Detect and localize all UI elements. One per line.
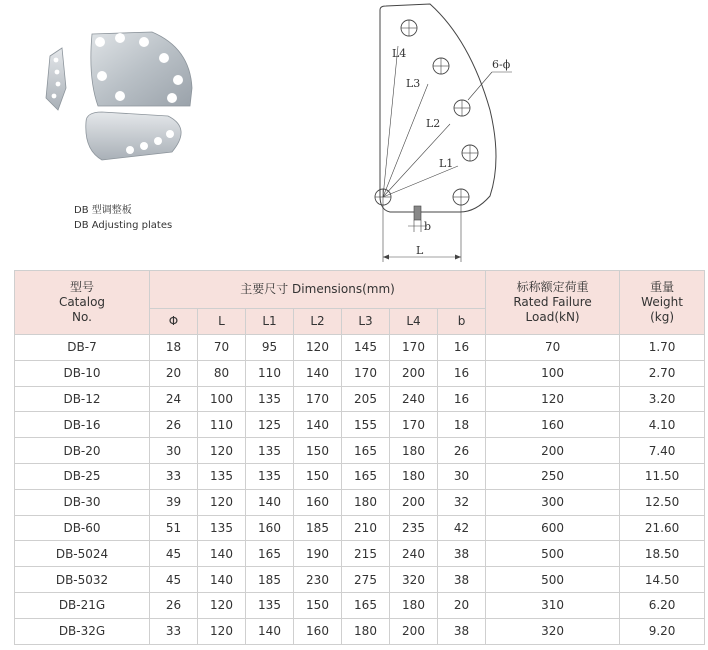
value-cell: 30 bbox=[150, 438, 198, 464]
value-cell: 135 bbox=[246, 438, 294, 464]
catalog-cell: DB-5024 bbox=[15, 541, 150, 567]
catalog-header: 型号 Catalog No. bbox=[15, 271, 150, 335]
value-cell: 135 bbox=[246, 463, 294, 489]
label-6-phi: 6-ϕ bbox=[492, 58, 511, 71]
value-cell: 38 bbox=[438, 567, 486, 593]
value-cell: 165 bbox=[342, 592, 390, 618]
value-cell: 20 bbox=[438, 592, 486, 618]
value-cell: 32 bbox=[438, 489, 486, 515]
value-cell: 170 bbox=[294, 386, 342, 412]
table-row bbox=[15, 412, 705, 438]
value-cell: 16 bbox=[438, 360, 486, 386]
table-row bbox=[15, 489, 705, 515]
value-cell: 500 bbox=[486, 567, 620, 593]
value-cell: 170 bbox=[390, 412, 438, 438]
value-cell: 16 bbox=[438, 386, 486, 412]
value-cell: 500 bbox=[486, 541, 620, 567]
value-cell: 150 bbox=[294, 592, 342, 618]
value-cell: 3.20 bbox=[620, 386, 705, 412]
caption-chinese: DB 型调整板 bbox=[74, 205, 132, 216]
value-cell: 95 bbox=[246, 335, 294, 361]
value-cell: 120 bbox=[486, 386, 620, 412]
value-cell: 180 bbox=[390, 463, 438, 489]
value-cell: 170 bbox=[342, 360, 390, 386]
value-cell: 140 bbox=[246, 489, 294, 515]
table-row bbox=[15, 592, 705, 618]
value-cell: 240 bbox=[390, 541, 438, 567]
value-cell: 145 bbox=[342, 335, 390, 361]
value-cell: 160 bbox=[294, 489, 342, 515]
dimensions-header: 主要尺寸 Dimensions(mm) bbox=[150, 271, 486, 309]
label-l2: L2 bbox=[426, 117, 441, 130]
value-cell: 140 bbox=[294, 360, 342, 386]
value-cell: 33 bbox=[150, 618, 198, 644]
value-cell: 165 bbox=[342, 463, 390, 489]
value-cell: 250 bbox=[486, 463, 620, 489]
col-l3: L3 bbox=[342, 309, 390, 335]
value-cell: 185 bbox=[294, 515, 342, 541]
value-cell: 30 bbox=[438, 463, 486, 489]
catalog-cell: DB-10 bbox=[15, 360, 150, 386]
weight-header: 重量 Weight (kg) bbox=[620, 271, 705, 335]
value-cell: 18 bbox=[150, 335, 198, 361]
value-cell: 24 bbox=[150, 386, 198, 412]
value-cell: 125 bbox=[246, 412, 294, 438]
table-row bbox=[15, 515, 705, 541]
table-row bbox=[15, 567, 705, 593]
value-cell: 165 bbox=[342, 438, 390, 464]
catalog-cell: DB-60 bbox=[15, 515, 150, 541]
value-cell: 120 bbox=[198, 592, 246, 618]
specification-table bbox=[14, 270, 705, 645]
value-cell: 4.10 bbox=[620, 412, 705, 438]
product-photo bbox=[40, 28, 210, 178]
value-cell: 160 bbox=[294, 618, 342, 644]
photo-caption bbox=[74, 203, 172, 233]
value-cell: 155 bbox=[342, 412, 390, 438]
value-cell: 38 bbox=[438, 618, 486, 644]
value-cell: 33 bbox=[150, 463, 198, 489]
catalog-cell: DB-21G bbox=[15, 592, 150, 618]
value-cell: 150 bbox=[294, 463, 342, 489]
value-cell: 11.50 bbox=[620, 463, 705, 489]
load-header: 标称额定荷重 Rated Failure Load(kN) bbox=[486, 271, 620, 335]
value-cell: 140 bbox=[246, 618, 294, 644]
value-cell: 38 bbox=[438, 541, 486, 567]
label-l1: L1 bbox=[439, 157, 454, 170]
value-cell: 20 bbox=[150, 360, 198, 386]
value-cell: 140 bbox=[198, 541, 246, 567]
value-cell: 1.70 bbox=[620, 335, 705, 361]
value-cell: 120 bbox=[294, 335, 342, 361]
table-body bbox=[15, 335, 705, 645]
value-cell: 140 bbox=[294, 412, 342, 438]
caption-english: DB Adjusting plates bbox=[74, 220, 173, 231]
value-cell: 18 bbox=[438, 412, 486, 438]
value-cell: 51 bbox=[150, 515, 198, 541]
value-cell: 45 bbox=[150, 541, 198, 567]
catalog-cell: DB-20 bbox=[15, 438, 150, 464]
table-row bbox=[15, 360, 705, 386]
value-cell: 39 bbox=[150, 489, 198, 515]
value-cell: 26 bbox=[438, 438, 486, 464]
value-cell: 300 bbox=[486, 489, 620, 515]
col-l4: L4 bbox=[390, 309, 438, 335]
value-cell: 200 bbox=[390, 360, 438, 386]
value-cell: 320 bbox=[390, 567, 438, 593]
value-cell: 135 bbox=[198, 515, 246, 541]
value-cell: 275 bbox=[342, 567, 390, 593]
value-cell: 200 bbox=[390, 618, 438, 644]
value-cell: 100 bbox=[198, 386, 246, 412]
table-row bbox=[15, 335, 705, 361]
value-cell: 12.50 bbox=[620, 489, 705, 515]
value-cell: 170 bbox=[390, 335, 438, 361]
value-cell: 210 bbox=[342, 515, 390, 541]
value-cell: 18.50 bbox=[620, 541, 705, 567]
value-cell: 190 bbox=[294, 541, 342, 567]
table-row bbox=[15, 438, 705, 464]
value-cell: 9.20 bbox=[620, 618, 705, 644]
value-cell: 80 bbox=[198, 360, 246, 386]
value-cell: 26 bbox=[150, 592, 198, 618]
value-cell: 310 bbox=[486, 592, 620, 618]
value-cell: 240 bbox=[390, 386, 438, 412]
value-cell: 160 bbox=[486, 412, 620, 438]
value-cell: 42 bbox=[438, 515, 486, 541]
catalog-cell: DB-30 bbox=[15, 489, 150, 515]
catalog-cell: DB-16 bbox=[15, 412, 150, 438]
value-cell: 180 bbox=[342, 489, 390, 515]
value-cell: 180 bbox=[390, 438, 438, 464]
catalog-cell: DB-5032 bbox=[15, 567, 150, 593]
value-cell: 70 bbox=[198, 335, 246, 361]
label-b: b bbox=[424, 220, 432, 233]
value-cell: 205 bbox=[342, 386, 390, 412]
value-cell: 160 bbox=[246, 515, 294, 541]
value-cell: 135 bbox=[246, 386, 294, 412]
value-cell: 26 bbox=[150, 412, 198, 438]
catalog-cell: DB-7 bbox=[15, 335, 150, 361]
value-cell: 320 bbox=[486, 618, 620, 644]
value-cell: 165 bbox=[246, 541, 294, 567]
col-l: L bbox=[198, 309, 246, 335]
value-cell: 180 bbox=[390, 592, 438, 618]
value-cell: 120 bbox=[198, 438, 246, 464]
value-cell: 7.40 bbox=[620, 438, 705, 464]
value-cell: 110 bbox=[198, 412, 246, 438]
value-cell: 14.50 bbox=[620, 567, 705, 593]
table-row bbox=[15, 386, 705, 412]
value-cell: 45 bbox=[150, 567, 198, 593]
value-cell: 2.70 bbox=[620, 360, 705, 386]
value-cell: 70 bbox=[486, 335, 620, 361]
value-cell: 200 bbox=[486, 438, 620, 464]
plate-outline-diagram bbox=[350, 0, 520, 268]
value-cell: 120 bbox=[198, 489, 246, 515]
label-l4: L4 bbox=[392, 47, 407, 60]
catalog-cell: DB-32G bbox=[15, 618, 150, 644]
value-cell: 21.60 bbox=[620, 515, 705, 541]
col-l2: L2 bbox=[294, 309, 342, 335]
table-row bbox=[15, 541, 705, 567]
value-cell: 185 bbox=[246, 567, 294, 593]
value-cell: 230 bbox=[294, 567, 342, 593]
table-row bbox=[15, 618, 705, 644]
col-b: b bbox=[438, 309, 486, 335]
value-cell: 135 bbox=[198, 463, 246, 489]
value-cell: 215 bbox=[342, 541, 390, 567]
adjusting-plates-image bbox=[40, 28, 210, 178]
value-cell: 120 bbox=[198, 618, 246, 644]
label-l: L bbox=[416, 244, 424, 257]
value-cell: 16 bbox=[438, 335, 486, 361]
value-cell: 235 bbox=[390, 515, 438, 541]
value-cell: 150 bbox=[294, 438, 342, 464]
value-cell: 100 bbox=[486, 360, 620, 386]
catalog-cell: DB-25 bbox=[15, 463, 150, 489]
value-cell: 140 bbox=[198, 567, 246, 593]
col-l1: L1 bbox=[246, 309, 294, 335]
technical-drawing bbox=[350, 0, 520, 268]
label-l3: L3 bbox=[406, 77, 421, 90]
catalog-cell: DB-12 bbox=[15, 386, 150, 412]
value-cell: 180 bbox=[342, 618, 390, 644]
value-cell: 135 bbox=[246, 592, 294, 618]
value-cell: 600 bbox=[486, 515, 620, 541]
value-cell: 110 bbox=[246, 360, 294, 386]
table-row bbox=[15, 463, 705, 489]
col-phi: Φ bbox=[150, 309, 198, 335]
value-cell: 6.20 bbox=[620, 592, 705, 618]
value-cell: 200 bbox=[390, 489, 438, 515]
